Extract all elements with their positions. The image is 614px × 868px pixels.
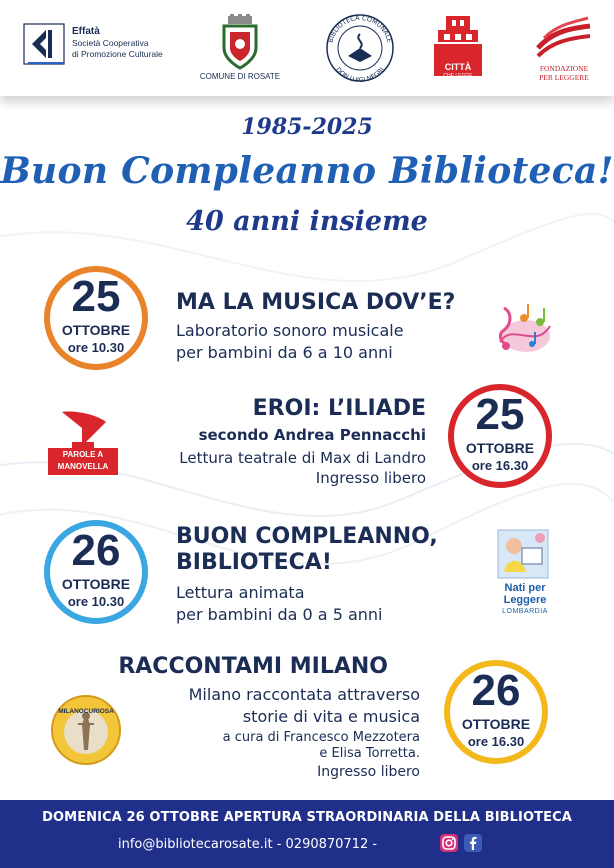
comune-label: COMUNE DI ROSATE — [199, 72, 281, 81]
music-notes-icon — [486, 302, 556, 358]
madonnina-icon — [50, 694, 122, 766]
gramophone-icon — [54, 408, 110, 448]
event1-title: MA LA MUSICA DOV’E? — [176, 290, 456, 315]
event2-subtitle: secondo Andrea Pennacchi — [198, 426, 426, 444]
event2-line2: Ingresso libero — [315, 469, 426, 487]
event4-line1: Milano raccontata attraverso — [188, 685, 420, 704]
effata-name: Effatà — [72, 26, 100, 37]
event1-month: OTTOBRE — [61, 322, 131, 338]
event1-day: 25 — [71, 272, 121, 321]
event1-time: ore 10.30 — [67, 340, 125, 355]
milanocuriosa-label: MILANOCURIOSA — [58, 708, 114, 715]
nati-per-leggere-logo — [496, 528, 554, 620]
effata-mark-icon — [22, 22, 66, 66]
event3-day: 26 — [71, 526, 121, 575]
facebook-icon[interactable] — [464, 834, 482, 852]
event4-title: RACCONTAMI MILANO — [118, 654, 388, 679]
event4-small-line1: a cura di Francesco Mezzotera — [222, 730, 420, 745]
event4-month: OTTOBRE — [461, 716, 531, 732]
fondazione-line2: PER LEGGERE — [539, 73, 589, 82]
footer-bar — [0, 800, 614, 868]
event2-day: 25 — [475, 390, 525, 439]
nati-line1: Nati per — [504, 582, 546, 594]
effata-logo — [22, 22, 182, 70]
effata-line1: Società Cooperativa — [72, 37, 149, 48]
event3-title-line2: BIBLIOTECA! — [176, 550, 332, 575]
instagram-icon[interactable] — [440, 834, 458, 852]
event4-day: 26 — [471, 666, 521, 715]
reading-child-icon — [496, 528, 550, 580]
milanocuriosa-logo — [50, 694, 122, 766]
citta-che-legge-logo — [430, 14, 496, 86]
event1-date-circle — [44, 266, 148, 370]
comune-rosate-logo — [190, 14, 290, 86]
event3-month: OTTOBRE — [61, 576, 131, 592]
logo-header — [0, 0, 614, 96]
parole-a-manovella-logo — [46, 408, 120, 476]
event3-line1: Lettura animata — [176, 583, 305, 602]
nati-line2: Leggere — [503, 594, 547, 606]
biblioteca-ring-bottom: DON LUIGI NEGRI — [334, 65, 386, 84]
fondazione-book-icon — [534, 16, 594, 60]
event4-date-circle — [444, 660, 548, 764]
footer-announcement: DOMENICA 26 OTTOBRE APERTURA STRAORDINARIA DELLA BIBLIOTECA — [42, 810, 572, 825]
biblioteca-comunale-logo — [318, 12, 402, 84]
page-title: Buon Compleanno Biblioteca! — [0, 150, 614, 192]
anniversary-years: 1985-2025 — [241, 114, 373, 140]
svg-text:BIBLIOTECA COMUNALE — [327, 14, 394, 44]
biblioteca-ring-top: BIBLIOTECA COMUNALE — [326, 13, 394, 44]
event2-time: ore 16.30 — [471, 458, 529, 473]
event2-date-circle — [448, 384, 552, 488]
citta-sub: CHE LEGGE — [443, 73, 473, 79]
event4-time: ore 16.30 — [467, 734, 525, 749]
footer-contact: info@bibliotecarosate.it - 0290870712 - — [118, 837, 378, 852]
coat-of-arms-icon — [218, 14, 262, 70]
event2-title: EROI: L’ILIADE — [252, 396, 426, 421]
citta-label: CITTÀ — [444, 62, 472, 72]
page-subtitle: 40 anni insieme — [186, 206, 428, 237]
nati-line3: LOMBARDIA — [502, 608, 548, 615]
fondazione-line1: FONDAZIONE — [539, 64, 589, 73]
event4-last-line: Ingresso libero — [317, 764, 420, 780]
biblioteca-seal-icon — [318, 12, 402, 84]
event1-line1: Laboratorio sonoro musicale — [176, 321, 404, 340]
fondazione-per-leggere-logo — [528, 16, 600, 86]
svg-text:DON LUIGI NEGRI — [334, 66, 386, 84]
event3-date-circle — [44, 520, 148, 624]
event4-small-line2: e Elisa Torretta. — [319, 746, 420, 761]
parole-badge: PAROLE A MANOVELLA — [48, 448, 118, 475]
event4-line2: storie di vita e musica — [242, 707, 420, 726]
event1-line2: per bambini da 6 a 10 anni — [176, 343, 393, 362]
event2-line1: Lettura teatrale di Max di Landro — [179, 449, 426, 467]
event3-line2: per bambini da 0 a 5 anni — [176, 605, 383, 624]
event2-month: OTTOBRE — [465, 440, 535, 456]
event3-title-line1: BUON COMPLEANNO, — [176, 524, 438, 549]
effata-line2: di Promozione Culturale — [72, 49, 163, 59]
event3-time: ore 10.30 — [67, 594, 125, 609]
